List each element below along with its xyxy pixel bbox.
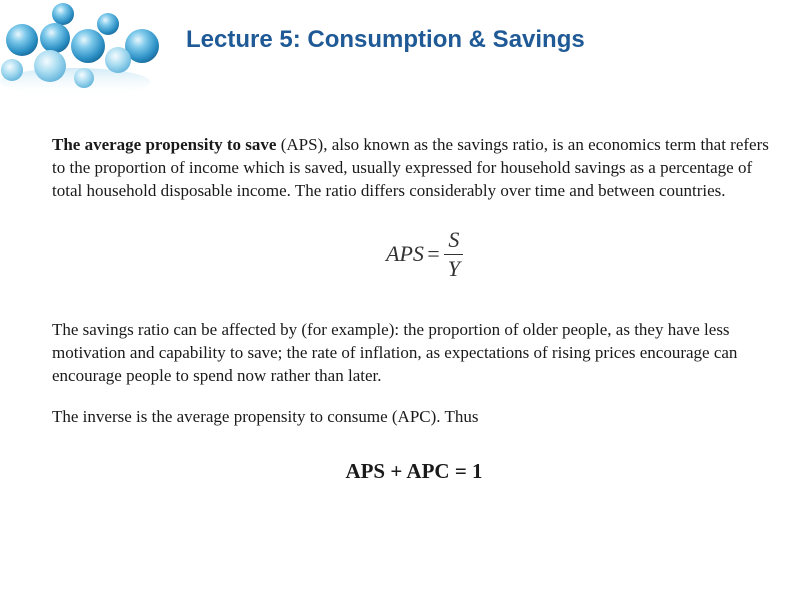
apc-intro-paragraph: The inverse is the average propensity to consume (APC). Thus xyxy=(52,407,479,426)
aps-term: The average propensity to save xyxy=(52,135,277,154)
formula-numerator: S xyxy=(444,228,463,255)
aps-apc-identity: APS + APC = 1 xyxy=(345,459,483,483)
slide-title: Lecture 5: Consumption & Savings xyxy=(186,26,585,53)
formula-fraction xyxy=(444,228,464,281)
aps-formula xyxy=(386,226,464,282)
aps-definition-paragraph xyxy=(52,133,782,202)
savings-factors-paragraph: The savings ratio can be affected by (for example): the proportion of older people, as they have less motivation and capability to save; the rate of inflation, as expectations of rising prices encourage can encourage people to spend now rather than later. xyxy=(52,320,738,385)
aps-definition-text: (APS), also known as the savings ratio, is an economics term that refers to the proportion of income which is saved, usually expressed for household savings as a percentage of total household disposable income. The ratio differs considerably over time and between countries. xyxy=(52,135,769,200)
formula-denominator: Y xyxy=(447,255,460,281)
blue-spheres-logo-icon xyxy=(0,0,170,98)
formula-equals: = xyxy=(425,241,441,266)
formula-lhs: APS xyxy=(386,241,424,266)
